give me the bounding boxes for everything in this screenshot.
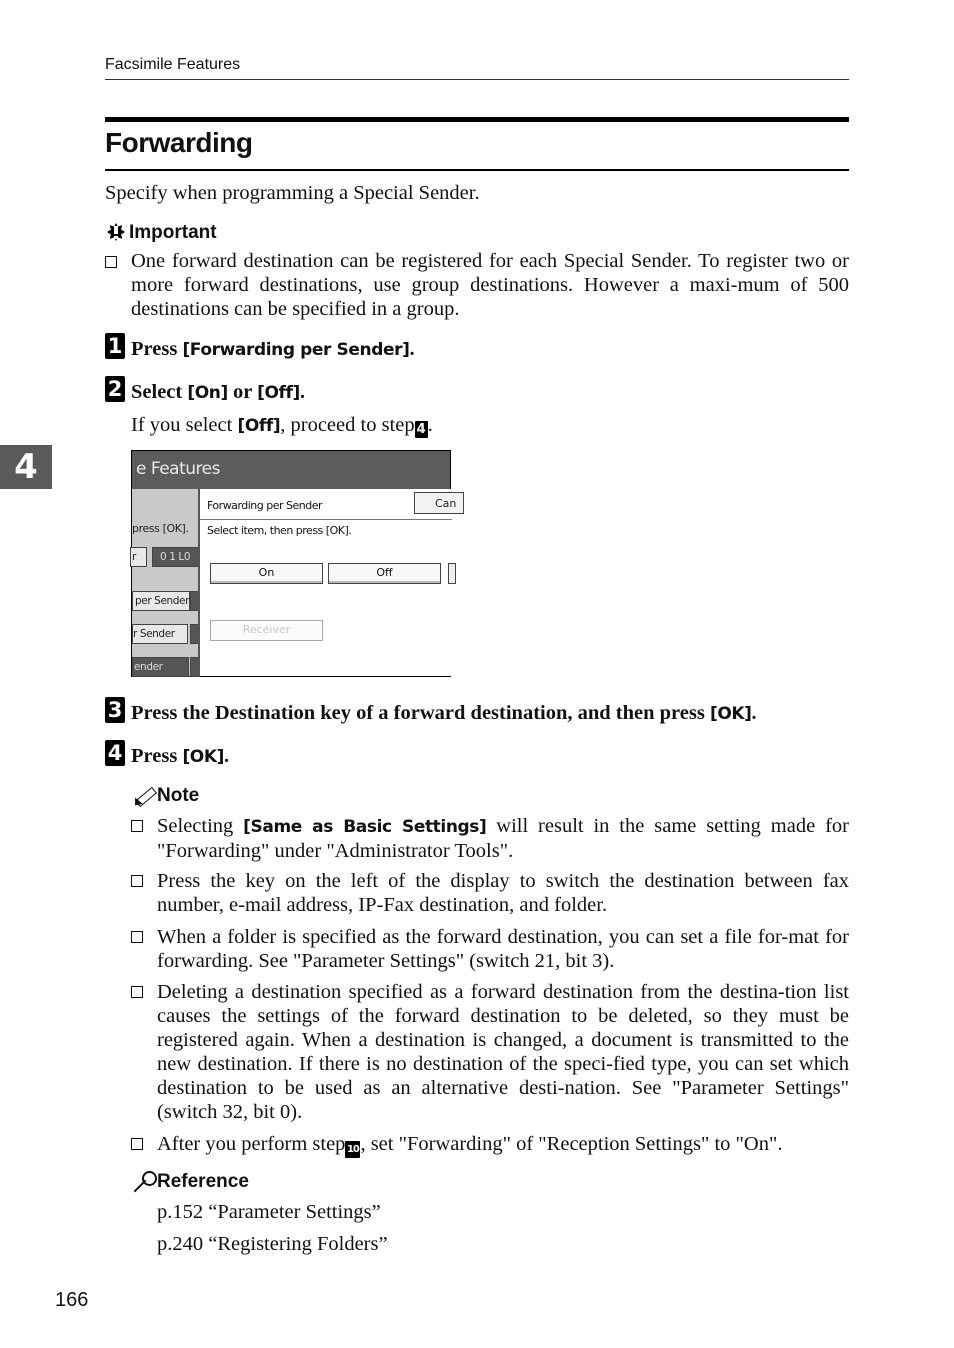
note-item-1	[157, 814, 849, 863]
same-as-basic-settings-key: [Same as Basic Settings]	[243, 817, 487, 837]
step-ref-icon: 4	[416, 422, 426, 437]
ok-key: [OK]	[709, 704, 752, 724]
important-item: One forward destination can be registered for each Special Sender. To register two or more forward destinations, use group destinations. However a maxi-mum of 500 destinations can be specified in a group.	[131, 250, 849, 320]
step-2-pre: Select	[131, 381, 188, 403]
bg-press-ok-text: press [OK].	[132, 522, 189, 535]
bg-counter: 0 1 L0	[152, 547, 209, 567]
intro-text: Specify when programming a Special Sender.	[105, 182, 480, 204]
reference-heading	[131, 1170, 249, 1194]
note-heading-label: Note	[157, 785, 200, 806]
reference-link-registering-folders[interactable]: p.240 “Registering Folders”	[157, 1233, 388, 1255]
note-item-5-pre: After you perform step	[157, 1133, 346, 1155]
note-item-1-pre: Selecting	[157, 815, 244, 837]
screen-title: e Features	[136, 459, 220, 479]
important-heading-label: Important	[129, 222, 217, 243]
step-number-1: 1	[105, 333, 125, 359]
step-2-body-pre: If you select	[131, 414, 238, 436]
off-key-inline: [Off]	[237, 416, 281, 436]
bg-per-sender-button: per Sender	[132, 591, 190, 611]
note-heading	[131, 785, 199, 807]
note-item-1-post: will result in the same setting made for "Forwarding" under "Administrator Tools".	[157, 815, 849, 862]
checkbox-bullet-icon	[131, 931, 143, 943]
on-button[interactable]: On	[210, 563, 323, 584]
step-2-body	[131, 413, 433, 438]
checkbox-bullet-icon	[131, 1138, 143, 1150]
section-title: Forwarding	[105, 127, 253, 158]
screen-capture	[131, 450, 457, 677]
step-1-text	[131, 338, 415, 361]
screen-background-panel	[132, 489, 198, 676]
important-icon	[105, 221, 127, 245]
header-rule	[105, 79, 849, 80]
ok-key: [OK]	[182, 747, 225, 767]
checkbox-bullet-icon	[131, 986, 143, 998]
step-number-4: 4	[105, 740, 125, 766]
step-ref-icon: 10	[345, 1141, 360, 1158]
important-heading	[105, 221, 217, 245]
step-3-pre: Press the Destination key of a forward destination, and then press	[131, 702, 710, 724]
reference-link-parameter-settings[interactable]: p.152 “Parameter Settings”	[157, 1201, 381, 1223]
step-2-body-post: .	[427, 414, 433, 436]
step-4-post: .	[224, 745, 230, 767]
bg-sender-button: r Sender	[132, 624, 188, 644]
note-item-5-post: , set "Forwarding" of "Reception Settings" to "On".	[360, 1133, 783, 1155]
bg-button: r	[130, 547, 147, 567]
title-rule-bottom	[105, 169, 849, 171]
note-item-3: When a folder is specified as the forward destination, you can set a file for-mat for forwarding. See "Parameter Settings" (switch 21, bit 3).	[157, 926, 849, 972]
screen-titlebar	[132, 451, 450, 489]
checkbox-bullet-icon	[131, 875, 143, 887]
bg-ender-button: ender	[132, 657, 189, 677]
step-4-text	[131, 745, 229, 768]
key-icon	[131, 1170, 157, 1194]
checkbox-bullet-icon	[131, 820, 143, 832]
step-1-pre: Press	[131, 338, 183, 360]
dialog-title: Forwarding per Sender	[207, 499, 323, 512]
step-number-3: 3	[105, 697, 125, 723]
running-header: Facsimile Features	[105, 56, 241, 73]
forwarding-per-sender-key: [Forwarding per Sender]	[182, 340, 410, 360]
off-key: [Off]	[257, 383, 300, 403]
step-2-post: .	[299, 381, 306, 403]
step-number-2: 2	[105, 376, 125, 402]
step-4-pre: Press	[131, 745, 183, 767]
on-key: [On]	[187, 383, 228, 403]
note-item-2: Press the key on the left of the display to switch the destination between fax number, e-mail address, IP-Fax destination, and folder.	[157, 870, 849, 916]
cancel-button[interactable]: Can	[414, 492, 464, 514]
off-button[interactable]: Off	[328, 563, 441, 584]
step-1-post: .	[409, 338, 415, 360]
step-2-text	[131, 381, 305, 404]
checkbox-bullet-icon	[105, 256, 117, 268]
chapter-number: 4	[14, 447, 38, 487]
step-2-mid: or	[227, 381, 258, 403]
pencil-icon	[131, 785, 155, 807]
scroll-button[interactable]	[448, 563, 456, 584]
step-2-body-mid: , proceed to step	[280, 414, 415, 436]
title-rule-top	[105, 117, 849, 122]
step-3-post: .	[751, 702, 757, 724]
dialog-message: Select item, then press [OK].	[207, 524, 352, 537]
dialog-header	[200, 489, 457, 520]
forwarding-dialog	[198, 489, 457, 676]
chapter-tab	[0, 445, 52, 489]
step-3-text	[131, 702, 757, 725]
note-item-4: Deleting a destination specified as a forward destination from the destina-tion list causes the settings of the forward destination to be deleted, so they must be registered again. When a destination is changed, a document is transmitted to the new destination. If there is no destination of the speci-fied type, you can set which destination to be used as an alternative desti-nation. See "Parameter Settings" (switch 32, bit 0).	[157, 981, 849, 1123]
page-number: 166	[55, 1289, 89, 1311]
receiver-button[interactable]: Receiver	[210, 620, 323, 641]
note-item-5	[157, 1132, 849, 1158]
reference-heading-label: Reference	[157, 1171, 249, 1192]
